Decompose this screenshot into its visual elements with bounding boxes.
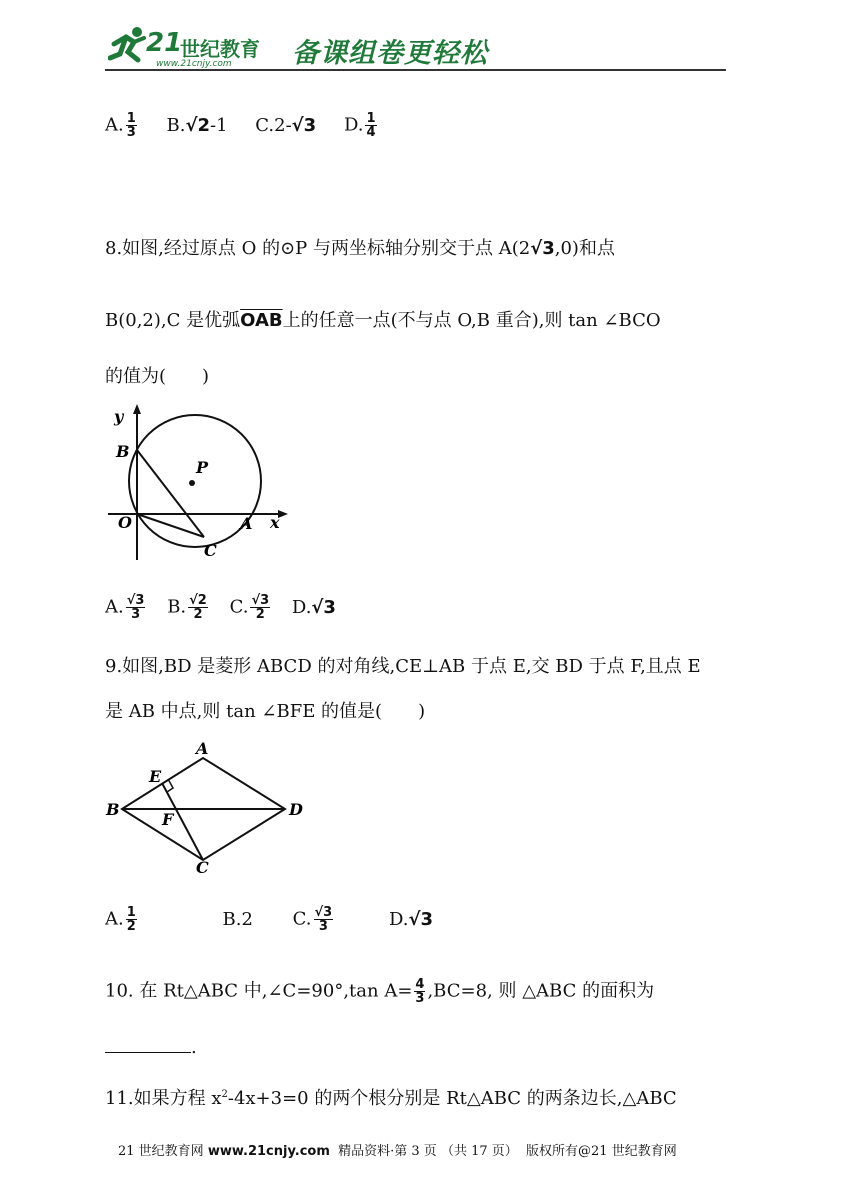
label-a: A: [240, 514, 253, 533]
q10-line-1: 10. 在 Rt△ABC 中,∠C=90°,tan A= $\frac{4}{3}$ ,BC=8, 则 △ABC 的面积为: [105, 977, 655, 1006]
label-x: x: [270, 513, 280, 532]
segment-bc: [137, 450, 204, 537]
label-b: B: [116, 442, 130, 461]
footer-copyright: 版权所有@21 世纪教育网: [526, 1144, 677, 1159]
logo-url: www.21cnjy.com: [156, 59, 232, 69]
footer-page-info: 精品资料·第 3 页 （共 17 页）: [338, 1144, 518, 1159]
runner-logo-icon: [108, 24, 150, 64]
q9-options: [105, 906, 455, 933]
label-f: F: [162, 810, 174, 829]
q8-circle-figure: [100, 400, 300, 570]
q7-option-c: C.2-√3: [255, 114, 317, 136]
q9-option-c: C. $\frac{√3}{3}$: [292, 905, 333, 934]
label-d: D: [289, 800, 303, 819]
footer-site: 21 世纪教育网: [118, 1144, 204, 1159]
q8-options: [105, 594, 358, 621]
header-slogan: 备课组卷更轻松: [292, 38, 488, 69]
label-c: C: [204, 541, 217, 560]
label-o: O: [118, 513, 132, 532]
q8-option-b: B. $\frac{√2}{2}$: [167, 593, 207, 622]
footer-url: www.21cnjy.com: [207, 1144, 330, 1159]
q8-line-2: B(0,2),C 是优弧$\overline{OAB}$上的任意一点(不与点 O,B 重合),则 tan ∠BCO: [105, 310, 661, 331]
q7-option-a: A. $\frac{1}{3}$: [105, 111, 136, 140]
header-rule: [105, 69, 726, 71]
logo-name: 世纪教育: [180, 37, 260, 61]
point-p: [189, 480, 195, 486]
q7-options: [105, 112, 401, 139]
q8-option-d: D.√3: [291, 596, 336, 618]
q8-option-a: A. $\frac{√3}{3}$: [105, 593, 145, 622]
q9-rhombus-figure: [100, 736, 320, 876]
logo-number: 21: [146, 28, 183, 58]
q9-option-b: B.2: [222, 908, 253, 930]
y-axis-arrow-icon: [133, 404, 141, 414]
q11-line-1: 11.如果方程 $x^2-4x+3=0$ 的两个根分别是 Rt△ABC 的两条边长,△ABC: [105, 1088, 677, 1109]
q8-option-c: C. $\frac{√3}{2}$: [229, 593, 270, 622]
q9-option-a: A. $\frac{1}{2}$: [105, 905, 136, 934]
q9-option-d: D.√3: [388, 908, 434, 930]
label-c: C: [196, 858, 209, 876]
label-y: y: [114, 407, 124, 426]
answer-blank: [105, 1036, 191, 1053]
q10-blank-line: .: [105, 1036, 197, 1060]
q8-line-1: 8.如图,经过原点 O 的⊙P 与两坐标轴分别交于点 A(2√3,0)和点: [105, 238, 615, 259]
page-footer: [118, 1140, 677, 1159]
label-e: E: [149, 767, 162, 786]
label-p: P: [196, 458, 209, 477]
q7-option-d: D. $\frac{1}{4}$: [343, 111, 376, 140]
label-a: A: [196, 739, 209, 758]
label-b: B: [106, 800, 120, 819]
q9-line-1: 9.如图,BD 是菱形 ABCD 的对角线,CE⊥AB 于点 E,交 BD 于点 F,且点 E: [105, 656, 701, 677]
q7-option-b: B.√2-1: [166, 114, 228, 136]
q9-line-2: 是 AB 中点,则 tan ∠BFE 的值是( ): [105, 701, 426, 722]
q8-line-3: 的值为( ): [105, 366, 210, 387]
